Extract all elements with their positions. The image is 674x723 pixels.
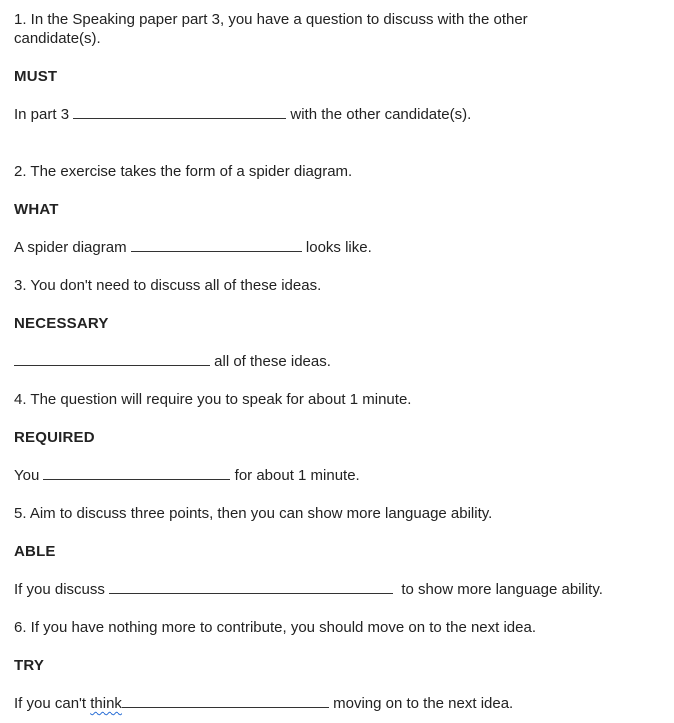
question-3-text-after: all of these ideas. [210,353,331,370]
question-3-answer-line [14,352,331,371]
question-1-answer-line [14,105,471,124]
question-4-text-before: You [14,467,44,484]
question-5-text-before: If you discuss [14,581,110,598]
question-2-blank[interactable] [131,238,302,252]
question-2-keyword: WHAT [14,201,59,218]
question-5-blank[interactable] [109,580,393,594]
question-5-text-after: to show more language ability. [393,581,603,598]
question-2-answer-line [14,238,372,257]
question-1-text-after: with the other candidate(s). [286,106,472,123]
question-6-prompt: 6. If you have nothing more to contribute, you should move on to the next idea. [14,619,536,636]
question-2-text-before: A spider diagram [14,239,131,256]
question-6-text-after: moving on to the next idea. [328,695,514,712]
question-5-answer-line [14,580,603,599]
question-1-text-before: In part 3 [14,106,74,123]
question-4-answer-line [14,466,360,485]
question-1-keyword: MUST [14,68,58,85]
question-4-keyword: REQUIRED [14,429,95,446]
question-6-answer-line [14,694,513,713]
question-6-blank[interactable] [122,694,329,708]
question-4-prompt: 4. The question will require you to speak for about 1 minute. [14,391,412,408]
question-4-blank[interactable] [43,466,230,480]
question-1-prompt: 1. In the Speaking paper part 3, you have a question to discuss with the other candidate(s). [14,11,528,47]
question-2-prompt: 2. The exercise takes the form of a spider diagram. [14,163,353,180]
question-4-text-after: for about 1 minute. [230,467,360,484]
question-6-text-before: If you can't [14,695,91,712]
question-3-keyword: NECESSARY [14,315,109,332]
question-5-prompt: 5. Aim to discuss three points, then you can show more language ability. [14,505,493,522]
spellcheck-flagged-word[interactable]: think [90,695,122,712]
question-5-keyword: ABLE [14,543,56,560]
question-2-text-after: looks like. [301,239,372,256]
question-3-blank[interactable] [14,352,210,366]
question-3-prompt: 3. You don't need to discuss all of these ideas. [14,277,322,294]
question-1-blank[interactable] [73,105,286,119]
question-6-keyword: TRY [14,657,45,674]
